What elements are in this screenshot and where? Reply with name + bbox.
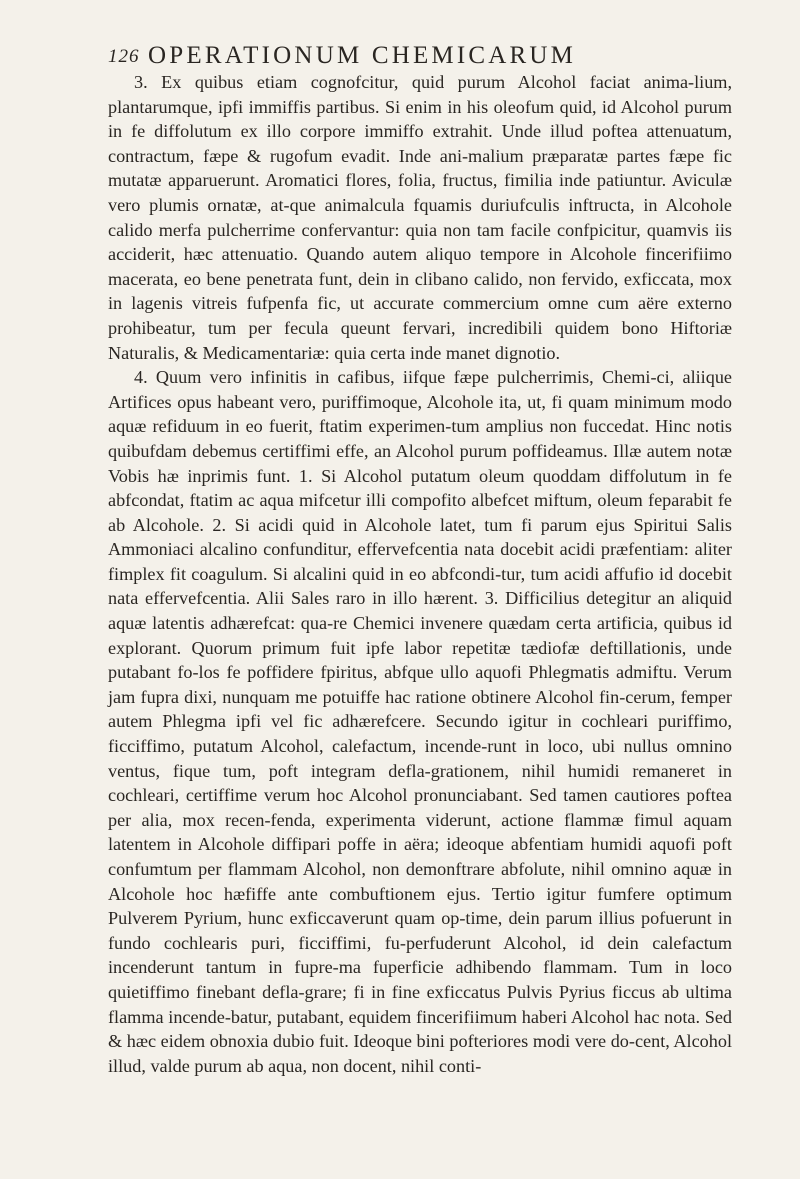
paragraph-3: 3. Ex quibus etiam cognofcitur, quid purum Alcohol faciat anima-lium, plantarumque, ipfi immiffis partibus. Si enim in his oleofum quid, id Alcohol purum in fe diffolutum ex illo corpore immiffo extrahit. Unde illud poftea attenuatum, contractum, fæpe & rugofum evadit. Inde ani-malium præparatæ partes fæpe fic mutatæ apparuerunt. Aromatici flores, folia, fructus, fimilia inde patiuntur. Aviculæ vero plumis ornatæ, at-que animalcula fquamis duriufculis inftructa, in Alcohole calido merfa pulcherrime confervantur: quia non tam facile confpicitur, quamvis iis acciderit, hæc attenuatio. Quando autem aliquo tempore in Alcohole fincerifiimo macerata, eo bene penetrata funt, dein in clibano calido, non fervido, exficcata, mox in lagenis vitreis fufpenfa fic, ut accurate commercium omne cum aëre externo prohibeatur, tum per fecula queunt fervari, incredibili quidem bono Hiftoriæ Naturalis, & Medicamentariæ: quia certa inde manet dignotio. bbox=[108, 72, 732, 363]
paragraph-4: 4. Quum vero infinitis in cafibus, iifque fæpe pulcherrimis, Chemi-ci, aliique Artifices opus habeant vero, puriffimoque, Alcohole ita, ut, fi quam minimum modo aquæ refiduum in eo fuerit, ftatim experimen-tum amplius non fuccedat. Hinc notis quibufdam debemus certiffimi effe, an Alcohol purum poffideamus. Illæ autem notæ Vobis hæ inprimis funt. 1. Si Alcohol putatum oleum quoddam diffolutum in fe abfcondat, ftatim ac aqua mifcetur illi compofito albefcet miftum, oleum feparabit fe ab Alcohole. 2. Si acidi quid in Alcohole latet, tum fi parum ejus Spiritui Salis Ammoniaci alcalino confunditur, effervefcentia nata docebit acidi præfentiam: aliter fimplex fit coagulum. Si alcalini quid in eo abfcondi-tur, tum acidi affufio id docebit nata effervefcentia. Alii Sales raro in illo hærent. 3. Difficilius detegitur an aliquid aquæ latentis adhærefcat: qua-re Chemici invenere quædam certa artificia, quibus id explorant. Quorum primum fuit ipfe labor repetitæ tædiofæ deftillationis, unde putabant fo-los fe poffidere fpiritus, abfque ullo aquofi Phlegmatis admiftu. Verum jam fupra dixi, nunquam me potuiffe hac ratione obtinere Alcohol fin-cerum, femper autem Phlegma ipfi vel fic adhærefcere. Secundo igitur in cochleari puriffimo, ficciffimo, putatum Alcohol, calefactum, incende-runt in loco, ubi nullus omnino ventus, fique tum, poft integram defla-grationem, nihil humidi remaneret in cochleari, certiffime verum hoc Alcohol pronunciabant. Sed tamen cautiores poftea per alia, mox recen-fenda, experimenta viderunt, actione flammæ fimul aquam latentem in Alcohole diffipari poffe in aëra; ideoque abfentiam humidi aquofi poft confumtum per flammam Alcohol, non demonftrare abfolute, nihil omnino aquæ in Alcohole hoc hæfiffe ante combuftionem ejus. Tertio igitur fumfere optimum Pulverem Pyrium, hunc exficcaverunt quam op-time, dein parum illius pofuerunt in fundo cochlearis puri, ficciffimi, fu-perfuderunt Alcohol, id dein calefactum incenderunt tantum in fupre-ma fuperficie adhibendo flammam. Tum in loco quietiffimo finebant defla-grare; fi in fine exficcatus Pulvis Pyrius ficcus ab ultima flamma incende-batur, putabant, equidem fincerifiimum haberi Alcohol hac nota. Sed & hæc eidem obnoxia dubio fuit. Ideoque bini pofteriores modi vere do-cent, Alcohol illud, valde purum ab aqua, non docent, nihil conti- bbox=[108, 367, 732, 1076]
page-header bbox=[108, 40, 728, 70]
page-number: 126 bbox=[108, 46, 140, 67]
body-text bbox=[108, 70, 732, 1078]
running-title: OPERATIONUM CHEMICARUM bbox=[148, 42, 577, 69]
